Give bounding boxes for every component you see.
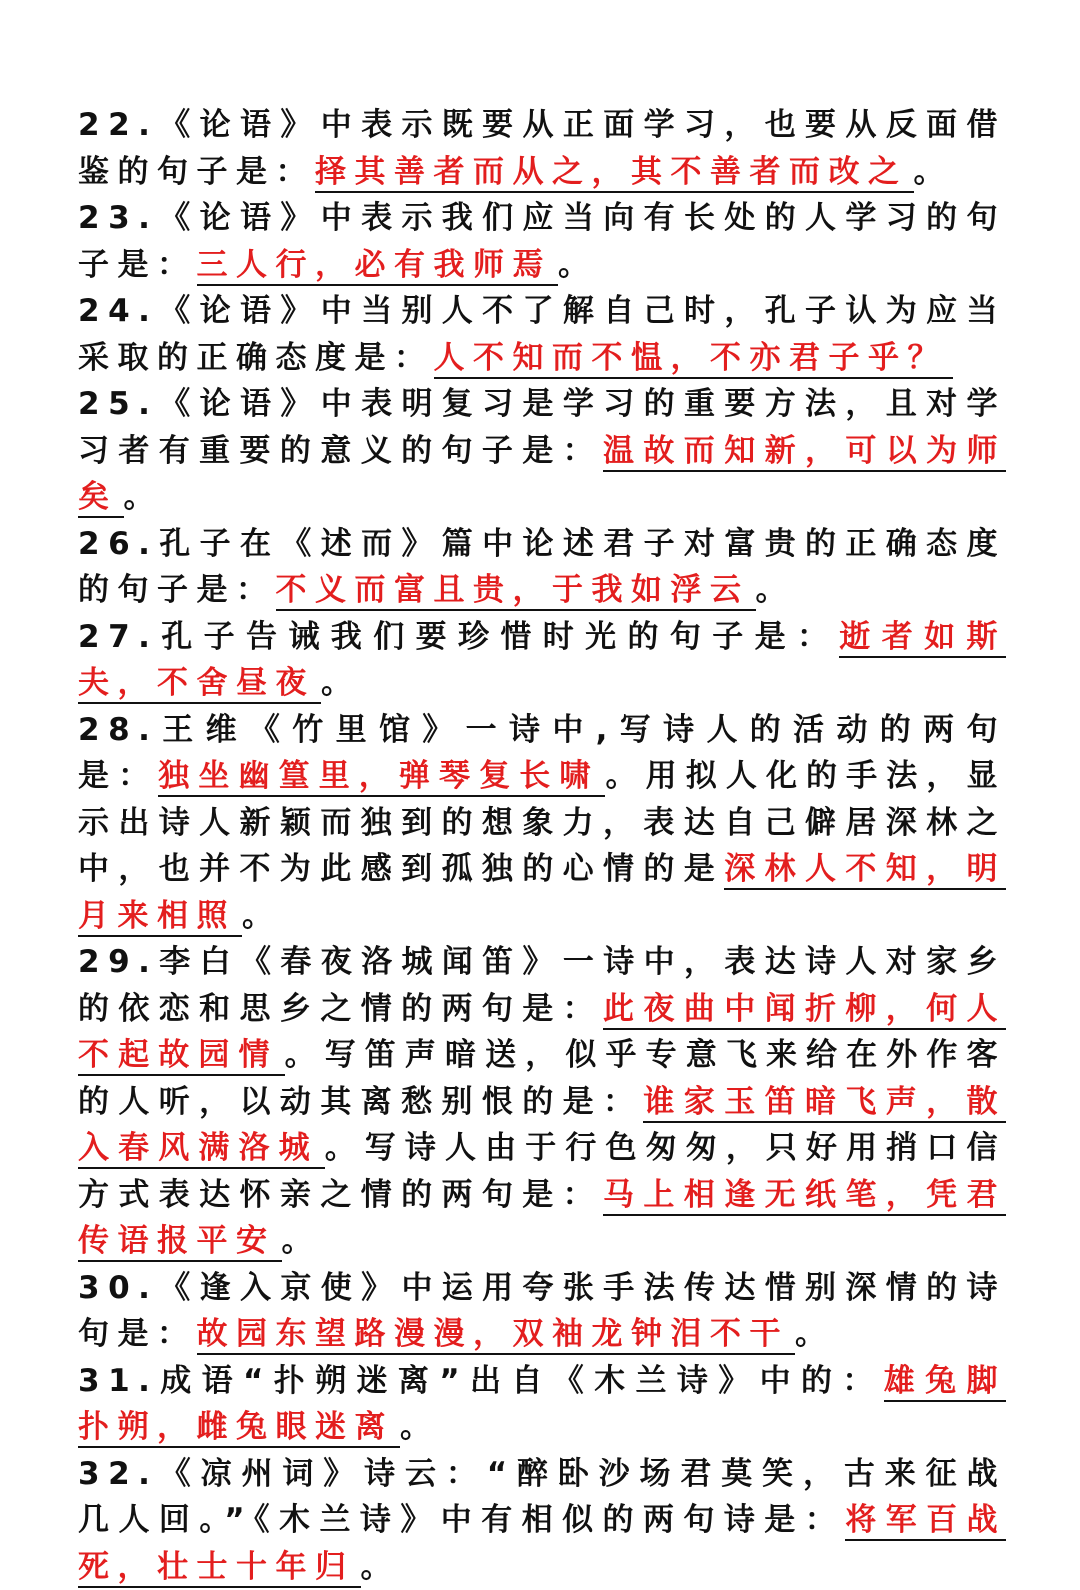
question-text: 28.王维《竹里馆》一诗中,写诗人的活动的两句是： xyxy=(78,712,1006,795)
question-text: 30.《逢入京使》中运用夸张手法传达惜别深情的诗句是： xyxy=(78,1270,1006,1353)
answer-blank: 人不知而不愠，不亦君子乎？ xyxy=(434,340,954,379)
answer-blank: 择其善者而从之，其不善者而改之 xyxy=(315,154,914,193)
question-30 xyxy=(78,1265,1006,1358)
question-text-continued: 。用拟人化的手法，显示出诗人新颖而独到的想象力，表达自己僻居深林之中，也并不为此感到孤独的心情的是 xyxy=(78,758,1006,887)
answer-blank: 逝者如斯夫，不舍昼夜 xyxy=(78,619,1006,705)
question-text-continued: 。写笛声暗送，似乎专意飞来给在外作客的人听，以动其离愁别恨的是： xyxy=(78,1037,1006,1120)
question-28 xyxy=(78,707,1006,940)
question-tail: 。 xyxy=(756,572,796,608)
question-text: 25.《论语》中表明复习是学习的重要方法，且对学习者有重要的意义的句子是： xyxy=(78,386,1006,469)
question-26 xyxy=(78,521,1006,614)
question-32 xyxy=(78,1451,1006,1590)
answer-blank: 三人行，必有我师焉 xyxy=(197,247,559,286)
question-25 xyxy=(78,381,1006,521)
question-24 xyxy=(78,288,1006,381)
question-text: 31.成语“扑朔迷离”出自《木兰诗》中的： xyxy=(78,1363,884,1399)
question-text: 26.孔子在《述而》篇中论述君子对富贵的正确态度的句子是： xyxy=(78,526,1006,609)
question-27 xyxy=(78,614,1006,707)
question-tail: 。 xyxy=(124,479,164,515)
answer-blank: 将军百战死，壮士十年归 xyxy=(78,1502,1006,1588)
answer-blank: 谁家玉笛暗飞声，散入春风满洛城 xyxy=(78,1084,1006,1170)
answer-blank: 故园东望路漫漫，双袖龙钟泪不干 xyxy=(197,1316,796,1355)
question-tail: 。 xyxy=(558,247,598,283)
answer-blank: 温故而知新，可以为师矣 xyxy=(78,433,1006,519)
question-tail: 。 xyxy=(795,1316,835,1352)
answer-blank: 独坐幽篁里，弹琴复长啸 xyxy=(158,758,605,797)
question-text: 27.孔子告诫我们要珍惜时光的句子是： xyxy=(78,619,839,655)
question-text: 32.《凉州词》诗云：“醉卧沙场君莫笑，古来征战几人回。”《木兰诗》中有相似的两句诗是： xyxy=(78,1456,1006,1539)
question-tail: 。 xyxy=(400,1409,440,1445)
answer-blank: 深林人不知，明月来相照 xyxy=(78,851,1006,937)
question-tail: 。 xyxy=(321,665,361,701)
question-tail: 。 xyxy=(282,1223,322,1259)
question-23 xyxy=(78,195,1006,288)
answer-blank: 此夜曲中闻折柳，何人不起故园情 xyxy=(78,991,1006,1077)
question-29 xyxy=(78,939,1006,1265)
question-tail: 。 xyxy=(242,898,282,934)
question-text: 29.李白《春夜洛城闻笛》一诗中，表达诗人对家乡的依恋和思乡之情的两句是： xyxy=(78,944,1006,1027)
question-text: 22.《论语》中表示既要从正面学习，也要从反面借鉴的句子是： xyxy=(78,107,1006,190)
worksheet xyxy=(78,102,1006,1590)
question-22 xyxy=(78,102,1006,195)
question-text-continued: 。写诗人由于行色匆匆，只好用捎口信方式表达怀亲之情的两句是： xyxy=(78,1130,1006,1213)
question-text: 24.《论语》中当别人不了解自己时，孔子认为应当采取的正确态度是： xyxy=(78,293,1006,376)
question-31 xyxy=(78,1358,1006,1451)
answer-blank: 马上相逢无纸笔，凭君传语报平安 xyxy=(78,1177,1006,1263)
answer-blank: 雄兔脚扑朔，雌兔眼迷离 xyxy=(78,1363,1006,1449)
question-text: 23.《论语》中表示我们应当向有长处的人学习的句子是： xyxy=(78,200,1006,283)
question-tail: 。 xyxy=(914,154,954,190)
question-tail: 。 xyxy=(361,1549,401,1585)
answer-blank: 不义而富且贵，于我如浮云 xyxy=(276,572,756,611)
